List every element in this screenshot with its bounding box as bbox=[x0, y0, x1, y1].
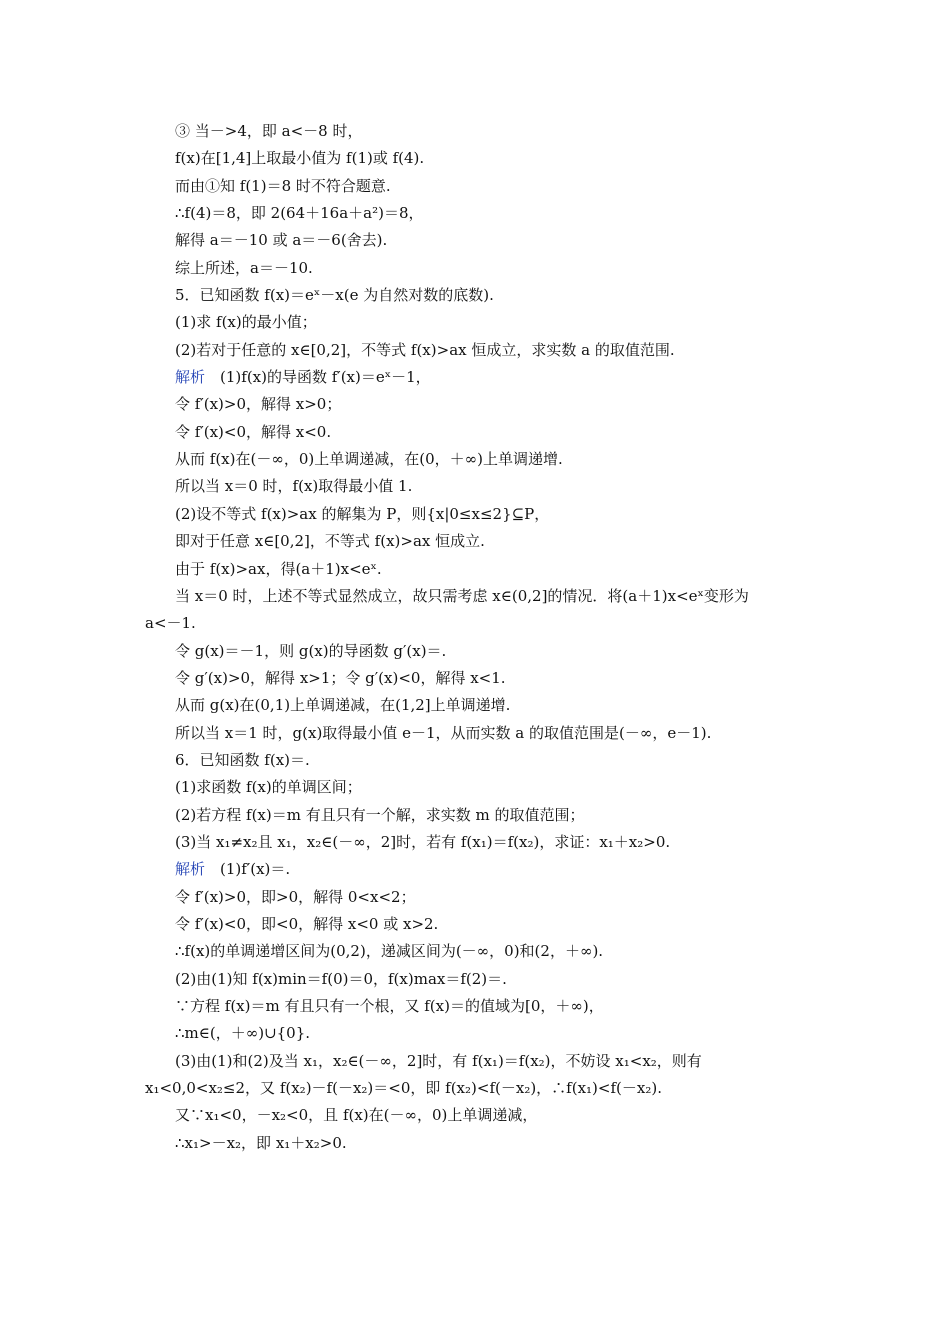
text-line: (2)若方程 f(x)＝m 有且只有一个解，求实数 m 的取值范围； bbox=[175, 805, 585, 824]
problem-6-statement: 6．已知函数 f(x)＝. bbox=[175, 750, 310, 769]
text-line: ∴f(x)的单调递增区间为(0,2)，递减区间为(－∞，0)和(2，＋∞). bbox=[175, 942, 604, 961]
text-line: (2)由(1)知 f(x)min＝f(0)＝0，f(x)max＝f(2)＝. bbox=[175, 969, 507, 988]
text-line: ∴f(4)＝8，即 2(64＋16a＋a²)＝8， bbox=[175, 204, 424, 223]
text-line: 解得 a＝－10 或 a＝－6(舍去). bbox=[175, 231, 388, 250]
text-line: 由于 f(x)>ax，得(a＋1)x<eˣ. bbox=[175, 559, 382, 578]
solution-line: 解析 (1)f′(x)＝. bbox=[175, 860, 291, 879]
text-line: 所以当 x＝0 时，f(x)取得最小值 1. bbox=[175, 477, 413, 496]
solution-label: 解析 bbox=[175, 368, 206, 387]
text-line: 即对于任意 x∈[0,2]，不等式 f(x)>ax 恒成立. bbox=[175, 532, 485, 551]
text-line: 又∵x₁<0，－x₂<0，且 f(x)在(－∞，0)上单调递减， bbox=[175, 1106, 538, 1125]
text-line: (1)求函数 f(x)的单调区间； bbox=[175, 778, 362, 797]
text-line: 令 f′(x)<0，解得 x<0. bbox=[175, 422, 332, 441]
text-line: 所以当 x＝1 时，g(x)取得最小值 e－1，从而实数 a 的取值范围是(－∞，e－1). bbox=[175, 723, 712, 742]
text-line: (3)当 x₁≠x₂且 x₁，x₂∈(－∞，2]时，若有 f(x₁)＝f(x₂)，求证：x₁＋x₂>0. bbox=[175, 832, 671, 851]
text-line: 令 g′(x)>0，解得 x>1；令 g′(x)<0，解得 x<1. bbox=[175, 668, 506, 687]
problem-5-statement: 5．已知函数 f(x)＝eˣ－x(e 为自然对数的底数). bbox=[175, 286, 494, 305]
text-line: ∴m∈(，＋∞)∪{0}. bbox=[175, 1024, 311, 1043]
document-body bbox=[145, 118, 810, 1157]
text-line: ∴x₁>－x₂，即 x₁＋x₂>0. bbox=[175, 1133, 347, 1152]
text-line: f(x)在[1,4]上取最小值为 f(1)或 f(4). bbox=[175, 149, 425, 168]
text-line: 令 f′(x)>0，即>0，解得 0<x<2； bbox=[175, 887, 416, 906]
text-line: 从而 g(x)在(0,1)上单调递减，在(1,2]上单调递增. bbox=[175, 696, 511, 715]
text-line: (1)求 f(x)的最小值； bbox=[175, 313, 317, 332]
text-line: ∵方程 f(x)＝m 有且只有一个根，又 f(x)＝的值域为[0，＋∞)， bbox=[175, 997, 604, 1015]
solution-label: 解析 bbox=[175, 860, 206, 879]
text-line: 令 g(x)＝－1，则 g(x)的导函数 g′(x)＝. bbox=[175, 641, 447, 660]
text-line: (3)由(1)和(2)及当 x₁，x₂∈(－∞，2]时，有 f(x₁)＝f(x₂)，不妨设 x₁<x₂，则有 x₁<0,0<x₂≤2，又 f(x₂)－f(－x₂)＝<0，即 f(x₂)<f(－x₂)，∴f(x₁)<f(－x₂). bbox=[145, 1051, 702, 1098]
text-line: 而由①知 f(1)＝8 时不符合题意. bbox=[175, 176, 391, 195]
text-line: 令 f′(x)<0，即<0，解得 x<0 或 x>2. bbox=[175, 914, 439, 933]
text-line: (2)设不等式 f(x)>ax 的解集为 P，则{x|0≤x≤2}⊆P， bbox=[175, 504, 550, 523]
text-line: ③ 当－>4，即 a<－8 时， bbox=[175, 122, 363, 140]
text-line: 综上所述，a＝－10. bbox=[175, 258, 313, 277]
text-line: 从而 f(x)在(－∞，0)上单调递减，在(0，＋∞)上单调递增. bbox=[175, 450, 563, 469]
solution-line: 解析 (1)f(x)的导函数 f′(x)＝eˣ－1， bbox=[175, 368, 431, 387]
text-line: (2)若对于任意的 x∈[0,2]，不等式 f(x)>ax 恒成立，求实数 a 的取值范围. bbox=[175, 340, 675, 359]
text-line: 令 f′(x)>0，解得 x>0； bbox=[175, 395, 342, 414]
text-line: 当 x＝0 时，上述不等式显然成立，故只需考虑 x∈(0,2]的情况．将(a＋1)x<eˣ变形为 a<－1. bbox=[145, 586, 749, 633]
